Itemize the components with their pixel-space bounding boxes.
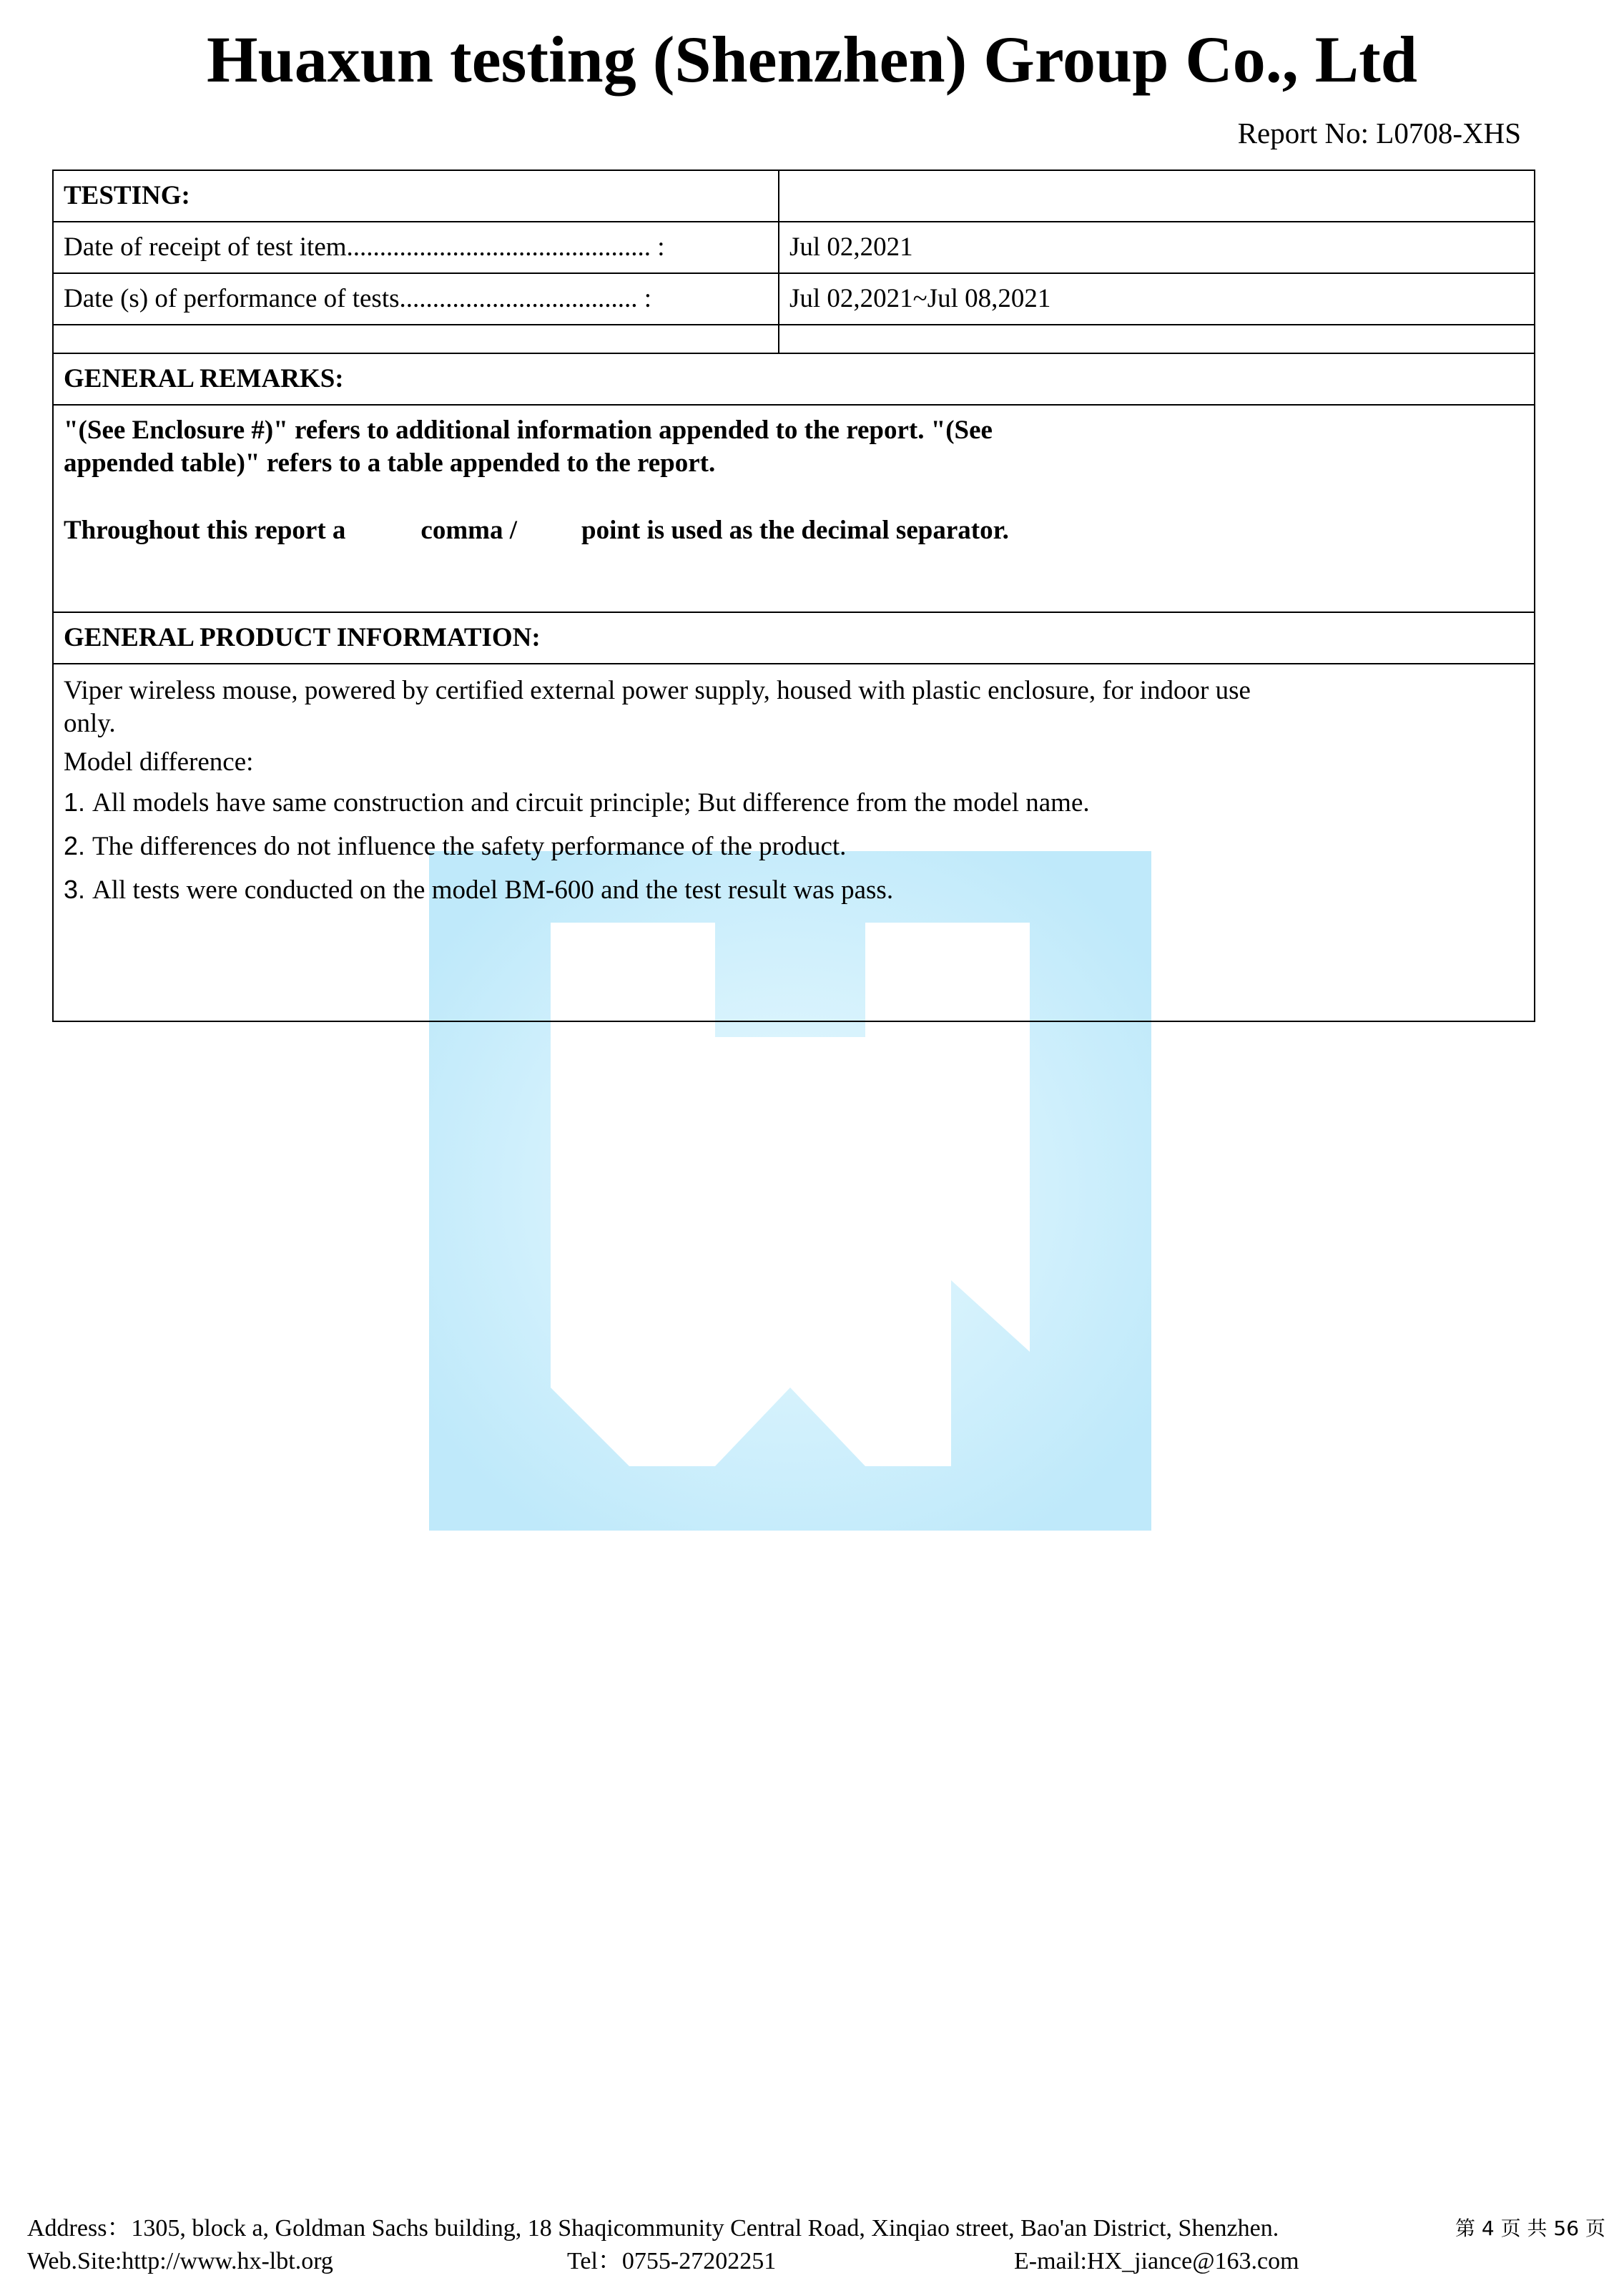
report-table	[52, 170, 1535, 1022]
list-item-text: All models have same construction and circuit principle; But difference from the model name.	[92, 788, 1090, 818]
receipt-date-value: Jul 02,2021	[779, 222, 1535, 273]
empty-cell	[53, 325, 779, 353]
footer-address: Address：1305, block a, Goldman Sachs building, 18 Shaqicommunity Central Road, Xinqiao street, Bao'an District, Shenzhen.	[27, 2215, 1279, 2242]
remarks-line-2: appended table)" refers to a table appended to the report.	[64, 448, 716, 478]
list-item-text: The differences do not influence the safety performance of the product.	[92, 832, 847, 861]
separator-text-1: Throughout this report a	[64, 516, 346, 545]
page-number: 第 4 页 共 56 页	[1455, 2216, 1605, 2240]
table-row	[53, 273, 1535, 325]
list-item	[64, 786, 1524, 820]
product-info-heading: GENERAL PRODUCT INFORMATION:	[53, 612, 1535, 664]
separator-point-text: point is used as the decimal separator.	[581, 516, 1009, 545]
list-item	[64, 830, 1524, 863]
testing-heading-empty-cell	[779, 170, 1535, 222]
list-item	[64, 873, 1524, 907]
footer-website: Web.Site:http://www.hx-lbt.org	[27, 2248, 333, 2274]
product-info-body	[53, 664, 1535, 1021]
testing-heading-row	[53, 170, 1535, 222]
company-title: Huaxun testing (Shenzhen) Group Co., Ltd	[207, 23, 1417, 96]
product-info-body-row	[53, 664, 1535, 1021]
remarks-line-1: "(See Enclosure #)" refers to additional information appended to the report. "(See	[64, 416, 993, 445]
decimal-separator-line	[64, 514, 1524, 547]
separator-comma-text: comma /	[420, 516, 517, 545]
list-item-number: 1.	[64, 787, 86, 817]
receipt-date-label: Date of receipt of test item.............................................. :	[53, 222, 779, 273]
page-footer	[27, 2212, 1605, 2278]
model-difference-label: Model difference:	[64, 747, 254, 777]
footer-row-contacts	[27, 2245, 1600, 2278]
list-item-text: All tests were conducted on the model BM-600 and the test result was pass.	[92, 875, 894, 905]
list-item-number: 3.	[64, 875, 86, 904]
footer-row-address	[27, 2212, 1605, 2245]
product-description-line-1: Viper wireless mouse, powered by certified external power supply, housed with plastic enclosure, for indoor use	[64, 676, 1251, 705]
performance-date-label: Date (s) of performance of tests.................................... :	[53, 273, 779, 325]
footer-email: E-mail:HX_jiance@163.com	[1014, 2248, 1299, 2274]
product-description-line-2: only.	[64, 709, 116, 738]
product-info-heading-row	[53, 612, 1535, 664]
report-number: Report No: L0708-XHS	[1237, 117, 1521, 149]
remarks-body-row	[53, 405, 1535, 612]
empty-cell	[779, 325, 1535, 353]
table-row	[53, 222, 1535, 273]
remarks-body	[53, 405, 1535, 612]
remarks-heading-row	[53, 353, 1535, 405]
remarks-heading: GENERAL REMARKS:	[53, 353, 1535, 405]
empty-row	[53, 325, 1535, 353]
testing-heading: TESTING:	[53, 170, 779, 222]
performance-date-value: Jul 02,2021~Jul 08,2021	[779, 273, 1535, 325]
model-difference-list	[64, 786, 1524, 907]
list-item-number: 2.	[64, 831, 86, 860]
footer-telephone: Tel：0755-27202251	[567, 2248, 777, 2274]
